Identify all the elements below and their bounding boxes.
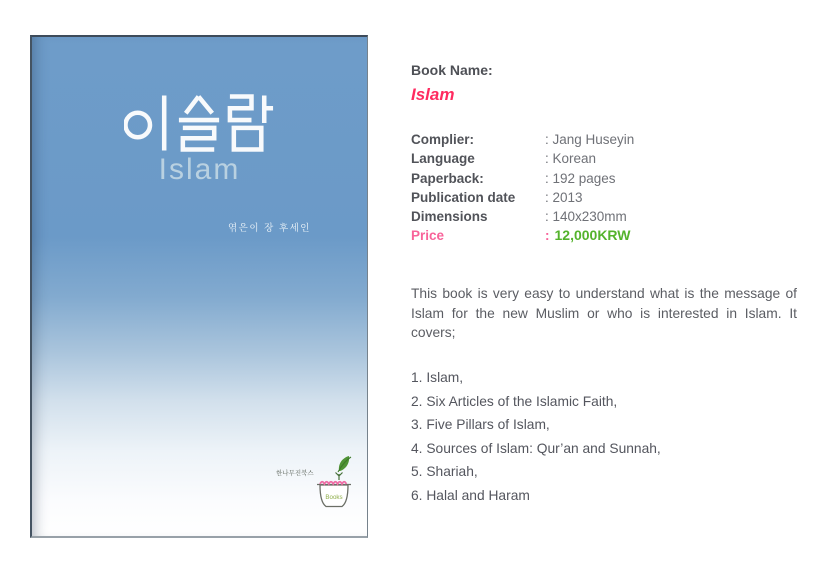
book-name-value: Islam bbox=[411, 85, 455, 104]
contents-list bbox=[411, 366, 797, 508]
flower-squiggle bbox=[320, 482, 346, 484]
contents-item: 2. Six Articles of the Islamic Faith, bbox=[411, 393, 618, 409]
contents-item: 1. Islam, bbox=[411, 370, 464, 385]
publisher-logo bbox=[276, 454, 354, 514]
book-name-label: Book Name: bbox=[411, 62, 493, 78]
cover-title-english: Islam bbox=[158, 153, 241, 186]
hangul-mieum bbox=[233, 128, 260, 150]
pot-books-label: Books bbox=[325, 494, 343, 501]
price-colon: : bbox=[545, 228, 550, 244]
detail-label: Language bbox=[411, 151, 475, 167]
price-value: 12,000KRW bbox=[554, 227, 631, 244]
hangul-rieul bbox=[182, 128, 213, 150]
detail-row-language bbox=[411, 149, 797, 168]
price-value-cell bbox=[545, 226, 797, 245]
detail-row-complier bbox=[411, 130, 797, 149]
book-cover bbox=[30, 35, 368, 538]
contents-item: 6. Halal and Haram bbox=[411, 487, 530, 503]
details-table bbox=[411, 130, 797, 246]
detail-label: Complier: bbox=[411, 132, 475, 147]
hangul-ieung bbox=[125, 113, 150, 138]
detail-value: : 2013 bbox=[545, 189, 583, 205]
hangul-rieul-2 bbox=[229, 97, 251, 121]
detail-label: Publication date bbox=[411, 189, 516, 205]
hangul-siot bbox=[185, 97, 211, 114]
cover-title-korean bbox=[32, 37, 33, 38]
detail-row-dimensions bbox=[411, 207, 797, 226]
leaf-icon bbox=[338, 456, 351, 472]
detail-label: Paperback: bbox=[411, 170, 484, 186]
contents-item: 3. Five Pillars of Islam, bbox=[411, 417, 550, 433]
detail-row-publication-date bbox=[411, 188, 797, 207]
detail-value: : Korean bbox=[545, 151, 597, 167]
publisher-logo-art bbox=[312, 454, 354, 514]
publisher-name: 한나무진북스 bbox=[276, 470, 314, 477]
cover-byline: 엮은이 장 후세인 bbox=[227, 223, 311, 234]
detail-label: Dimensions bbox=[411, 209, 488, 225]
detail-value: : 140x230mm bbox=[545, 209, 627, 225]
detail-row-price bbox=[411, 226, 797, 245]
book-description: This book is very easy to understand what is the message of Islam for the new Muslim or who is interested in Islam. It covers; bbox=[411, 286, 797, 340]
book-details bbox=[411, 62, 797, 522]
cover-title-korean-art bbox=[124, 93, 276, 153]
pot-icon bbox=[317, 482, 351, 507]
contents-item: 4. Sources of Islam: Qur’an and Sunnah, bbox=[411, 440, 661, 456]
sprout-icon bbox=[336, 473, 343, 481]
hangul-a bbox=[264, 96, 273, 123]
contents-item: 5. Shariah, bbox=[411, 464, 478, 480]
detail-row-paperback bbox=[411, 169, 797, 188]
detail-value: : 192 pages bbox=[545, 170, 616, 186]
price-label: Price bbox=[411, 228, 445, 244]
detail-value: : Jang Huseyin bbox=[545, 132, 635, 147]
